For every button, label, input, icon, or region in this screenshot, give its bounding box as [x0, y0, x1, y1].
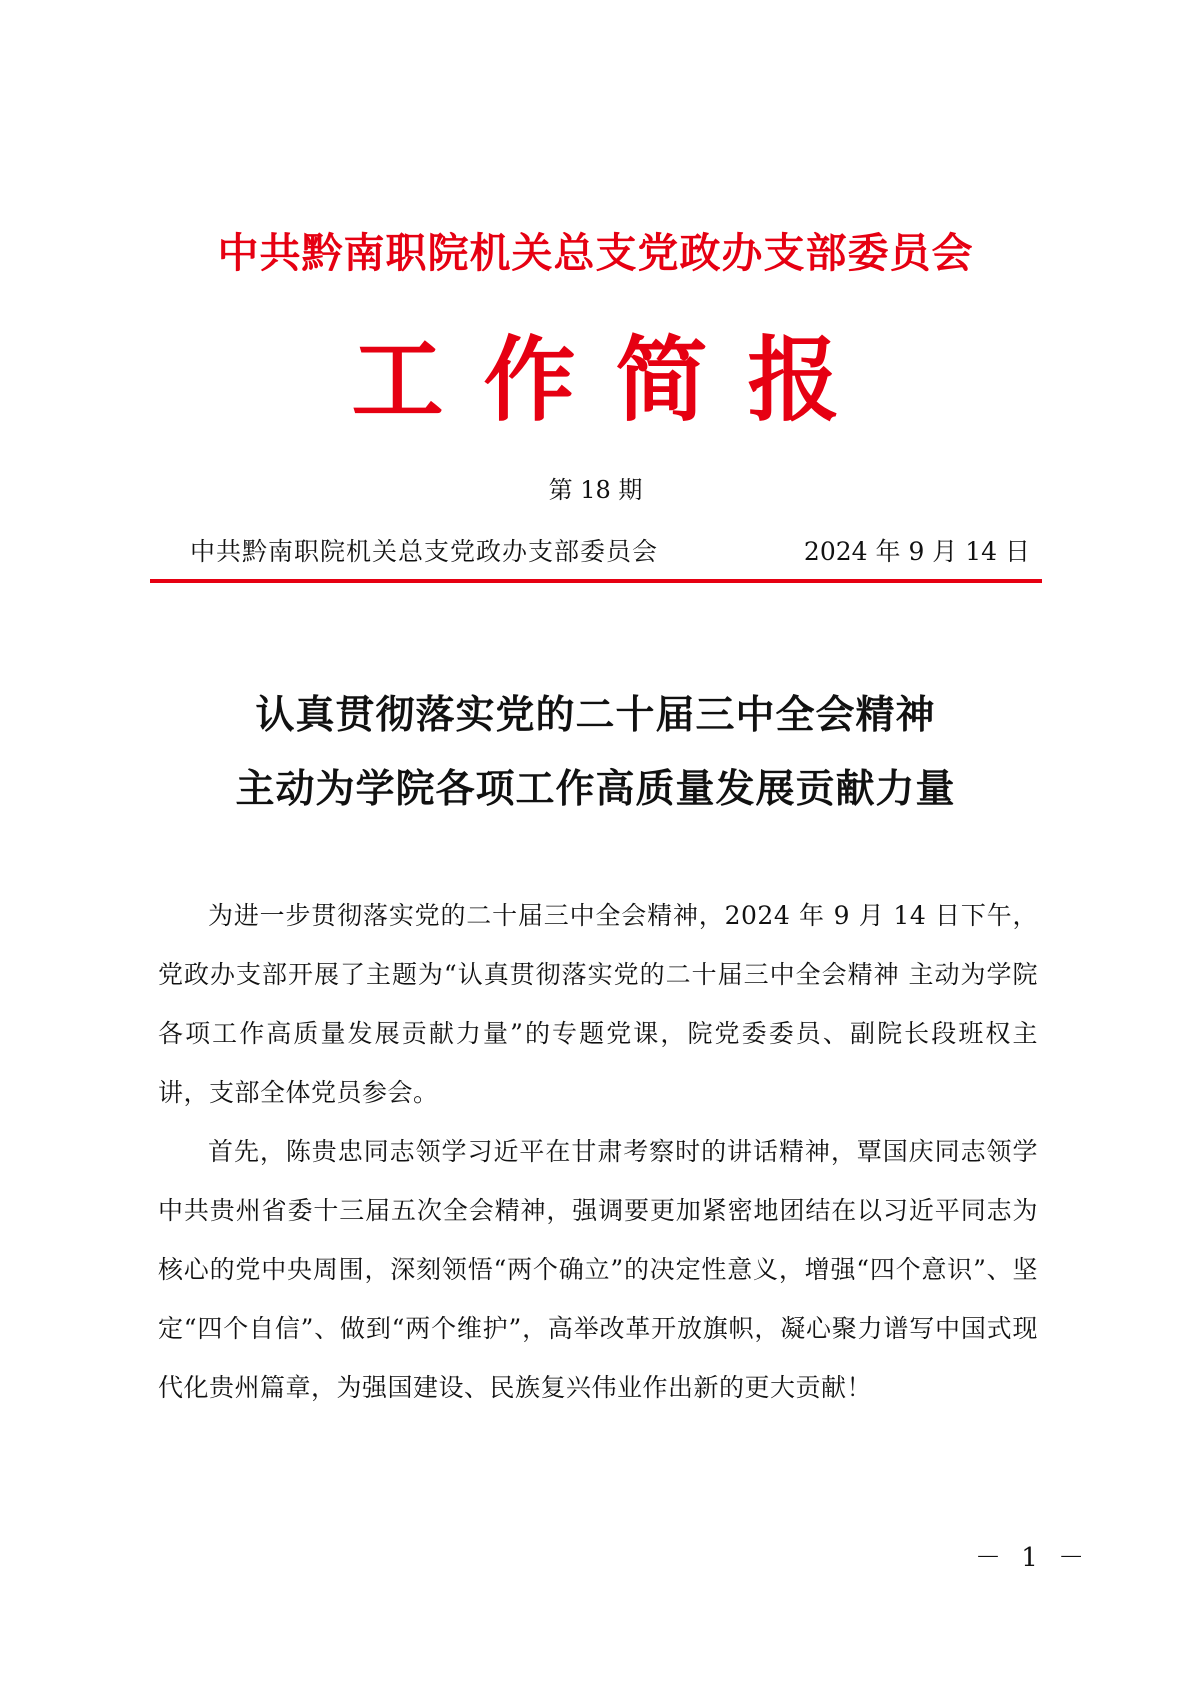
sender-line	[190, 535, 1030, 569]
bulletin-title: 工作简报	[351, 326, 880, 434]
article-body	[158, 886, 1038, 1417]
sender-organization: 中共黔南职院机关总支党政办支部委员会	[190, 537, 659, 566]
page-number: － 1 －	[975, 1543, 1091, 1573]
paragraph: 为进一步贯彻落实党的二十届三中全会精神，2024 年 9 月 14 日下午，党政办支部开展了主题为“认真贯彻落实党的二十届三中全会精神 主动为学院各项工作高质量发展贡献力量”的专题党课，院党委委员、副院长段班权主讲，支部全体党员参会。	[158, 901, 1038, 1107]
red-divider	[150, 579, 1042, 583]
issue-number: 第 18 期	[548, 476, 643, 504]
article-title-line-2: 主动为学院各项工作高质量发展贡献力量	[235, 766, 956, 812]
issue-date: 2024 年 9 月 14 日	[803, 537, 1030, 566]
article-title-line-1: 认真贯彻落实党的二十届三中全会精神	[255, 692, 936, 738]
paragraph: 首先，陈贵忠同志领学习近平在甘肃考察时的讲话精神，覃国庆同志领学中共贵州省委十三届五次全会精神，强调要更加紧密地团结在以习近平同志为核心的党中央周围，深刻领悟“两个确立”的决定性意义，增强“四个意识”、坚定“四个自信”、做到“两个维护”，高举改革开放旗帜，凝心聚力谱写中国式现代化贵州篇章，为强国建设、民族复兴伟业作出新的更大贡献！	[158, 1137, 1038, 1402]
organization-header: 中共黔南职院机关总支党政办支部委员会	[217, 229, 974, 277]
